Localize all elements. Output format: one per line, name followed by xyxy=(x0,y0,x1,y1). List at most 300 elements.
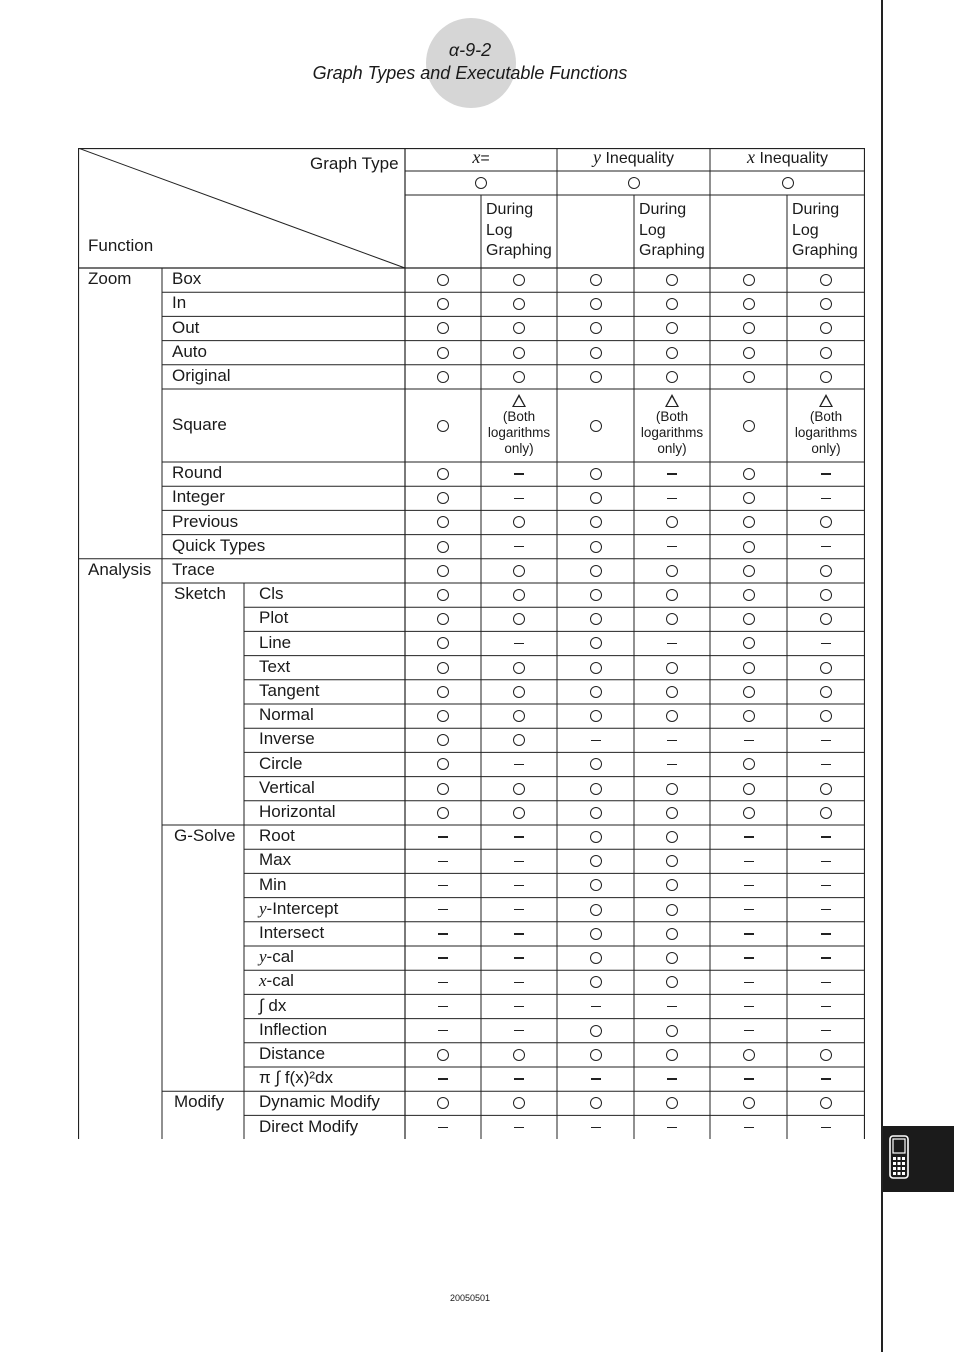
table-cell xyxy=(787,1091,865,1115)
unavailable-mark xyxy=(591,740,601,741)
function-name: Root xyxy=(259,826,295,846)
table-cell xyxy=(557,559,634,583)
label-text: -cal xyxy=(266,971,294,991)
unavailable-mark xyxy=(591,1006,601,1007)
table-cell xyxy=(787,462,865,486)
available-mark xyxy=(820,347,832,359)
available-mark xyxy=(513,1097,525,1109)
available-mark xyxy=(820,613,832,625)
variable-symbol: y xyxy=(259,947,267,967)
subheader-line: During xyxy=(639,201,687,218)
available-mark xyxy=(437,541,449,553)
unavailable-mark xyxy=(438,836,448,837)
subheader-line: Graphing xyxy=(486,242,552,259)
table-cell xyxy=(634,462,710,486)
available-mark xyxy=(513,613,525,625)
table-cell xyxy=(634,801,710,825)
table-cell xyxy=(557,341,634,365)
available-mark xyxy=(743,783,755,795)
table-cell xyxy=(481,341,557,365)
function-name xyxy=(259,971,294,991)
table-cell xyxy=(787,535,865,559)
available-mark xyxy=(666,298,678,310)
available-mark xyxy=(743,298,755,310)
label-text: -Intercept xyxy=(266,898,339,918)
graph-type-header xyxy=(710,147,865,169)
available-mark xyxy=(513,734,525,746)
available-mark xyxy=(590,1049,602,1061)
available-mark xyxy=(437,662,449,674)
available-mark xyxy=(590,589,602,601)
table-cell xyxy=(710,922,787,946)
unavailable-mark xyxy=(514,546,524,547)
table-cell xyxy=(787,1043,865,1067)
table-cell xyxy=(405,631,481,655)
unavailable-mark xyxy=(667,498,677,499)
unavailable-mark xyxy=(821,764,831,765)
table-cell xyxy=(787,849,865,873)
unavailable-mark xyxy=(821,1078,831,1079)
table-cell xyxy=(710,704,787,728)
table-cell xyxy=(481,898,557,922)
available-mark xyxy=(666,1049,678,1061)
graph-type-label-text: = xyxy=(480,150,490,167)
function-name: Vertical xyxy=(259,777,315,797)
available-mark xyxy=(743,565,755,577)
available-mark xyxy=(743,516,755,528)
table-cell xyxy=(787,801,865,825)
function-name: Intersect xyxy=(259,922,325,942)
table-cell xyxy=(405,268,481,292)
table-cell xyxy=(481,1115,557,1139)
limited-note-line: (Both xyxy=(809,409,843,424)
available-mark xyxy=(590,637,602,649)
unavailable-mark xyxy=(744,1127,754,1128)
table-cell xyxy=(405,849,481,873)
table-cell xyxy=(557,849,634,873)
available-mark xyxy=(666,371,678,383)
table-cell xyxy=(481,970,557,994)
function-subgroup-label: Modify xyxy=(174,1092,225,1112)
unavailable-mark xyxy=(438,982,448,983)
table-cell xyxy=(787,1067,865,1091)
function-name: Round xyxy=(172,463,223,483)
table-cell xyxy=(634,607,710,631)
available-mark xyxy=(437,758,449,770)
table-cell xyxy=(557,946,634,970)
unavailable-mark xyxy=(821,498,831,499)
unavailable-mark xyxy=(821,836,831,837)
available-mark xyxy=(666,904,678,916)
table-cell xyxy=(481,607,557,631)
available-mark xyxy=(743,420,755,432)
table-cell xyxy=(787,873,865,897)
table-cell xyxy=(787,970,865,994)
table-cell xyxy=(710,1115,787,1139)
available-mark xyxy=(666,1025,678,1037)
unavailable-mark xyxy=(821,1006,831,1007)
subheader-line: Log xyxy=(486,221,513,239)
table-cell xyxy=(710,462,787,486)
table-cell xyxy=(634,268,710,292)
available-mark xyxy=(666,831,678,843)
table-cell xyxy=(481,1019,557,1043)
table-cell xyxy=(787,1019,865,1043)
table-cell xyxy=(481,316,557,340)
available-mark xyxy=(437,347,449,359)
table-cell xyxy=(710,510,787,534)
available-mark xyxy=(590,298,602,310)
available-mark xyxy=(666,662,678,674)
table-cell xyxy=(634,704,710,728)
unavailable-mark xyxy=(821,933,831,934)
table-cell xyxy=(634,1043,710,1067)
available-mark xyxy=(513,662,525,674)
table-cell xyxy=(405,486,481,510)
available-mark xyxy=(590,686,602,698)
table-cell xyxy=(710,389,787,462)
available-mark xyxy=(590,613,602,625)
table-cell xyxy=(481,777,557,801)
function-name: Out xyxy=(172,317,200,337)
table-cell xyxy=(634,728,710,752)
limited-mark xyxy=(641,394,703,457)
unavailable-mark xyxy=(744,909,754,910)
graph-type-variable: y xyxy=(593,147,602,167)
table-cell xyxy=(710,583,787,607)
unavailable-mark xyxy=(438,957,448,958)
function-label: Function xyxy=(88,236,154,255)
table-cell xyxy=(787,994,865,1018)
available-mark xyxy=(666,589,678,601)
table-cell xyxy=(405,825,481,849)
unavailable-mark xyxy=(821,1030,831,1031)
table-cell xyxy=(710,777,787,801)
unavailable-mark xyxy=(744,957,754,958)
unavailable-mark xyxy=(514,885,524,886)
available-mark xyxy=(437,1097,449,1109)
unavailable-mark xyxy=(438,1127,448,1128)
unavailable-mark xyxy=(667,473,677,474)
table-cell xyxy=(557,510,634,534)
table-cell xyxy=(634,970,710,994)
table-cell xyxy=(787,341,865,365)
available-mark xyxy=(513,686,525,698)
available-mark xyxy=(628,177,640,189)
table-cell xyxy=(557,389,634,462)
table-cell xyxy=(710,656,787,680)
unavailable-mark xyxy=(591,1078,601,1079)
subheader-line: Log xyxy=(792,221,819,239)
available-mark xyxy=(437,613,449,625)
log-graphing-subheader xyxy=(639,200,705,262)
table-cell xyxy=(557,535,634,559)
table-cell xyxy=(481,873,557,897)
subheader-line: Graphing xyxy=(792,242,858,259)
available-mark xyxy=(590,541,602,553)
available-mark xyxy=(743,322,755,334)
available-mark xyxy=(590,783,602,795)
table-cell xyxy=(710,825,787,849)
available-mark xyxy=(590,274,602,286)
available-mark xyxy=(743,710,755,722)
unavailable-mark xyxy=(821,885,831,886)
available-mark xyxy=(437,420,449,432)
available-mark xyxy=(437,516,449,528)
function-name: Plot xyxy=(259,608,289,628)
function-name: Normal xyxy=(259,705,314,725)
available-mark xyxy=(437,322,449,334)
available-mark xyxy=(820,298,832,310)
graph-type-label: Graph Type xyxy=(310,154,399,173)
graph-type-available xyxy=(710,171,865,195)
available-mark xyxy=(437,565,449,577)
unavailable-mark xyxy=(438,861,448,862)
table-cell xyxy=(634,316,710,340)
table-cell xyxy=(405,292,481,316)
unavailable-mark xyxy=(514,836,524,837)
table-cell xyxy=(710,970,787,994)
graph-type-available xyxy=(557,171,710,195)
table-cell xyxy=(405,752,481,776)
function-name: Inflection xyxy=(259,1019,328,1039)
function-name: Circle xyxy=(259,753,303,773)
unavailable-mark xyxy=(514,982,524,983)
table-cell xyxy=(787,292,865,316)
table-cell xyxy=(557,801,634,825)
unavailable-mark xyxy=(514,1006,524,1007)
table-cell xyxy=(405,462,481,486)
table-cell xyxy=(634,486,710,510)
table-cell xyxy=(405,922,481,946)
available-mark xyxy=(437,710,449,722)
table-cell xyxy=(634,777,710,801)
triangle-icon xyxy=(819,394,833,407)
unavailable-mark xyxy=(744,1078,754,1079)
table-cell xyxy=(634,559,710,583)
table-cell xyxy=(710,268,787,292)
graph-type-variable: x xyxy=(472,147,481,167)
unavailable-mark xyxy=(821,473,831,474)
table-cell xyxy=(405,946,481,970)
table-cell xyxy=(710,1019,787,1043)
table-cell xyxy=(405,341,481,365)
unavailable-mark xyxy=(438,909,448,910)
available-mark xyxy=(666,347,678,359)
limited-note-line: logarithms xyxy=(640,425,704,440)
available-mark xyxy=(666,322,678,334)
unavailable-mark xyxy=(514,861,524,862)
available-mark xyxy=(590,1097,602,1109)
table-cell xyxy=(481,462,557,486)
unavailable-mark xyxy=(667,740,677,741)
available-mark xyxy=(743,371,755,383)
available-mark xyxy=(666,928,678,940)
table-cell xyxy=(481,365,557,389)
table-cell xyxy=(710,292,787,316)
function-group-label: Analysis xyxy=(88,559,152,579)
table-cell xyxy=(787,389,865,462)
log-graphing-subheader xyxy=(486,200,552,262)
unavailable-mark xyxy=(514,473,524,474)
available-mark xyxy=(743,492,755,504)
table-cell xyxy=(481,268,557,292)
limited-mark xyxy=(795,394,857,457)
table-cell xyxy=(710,898,787,922)
table-cell xyxy=(634,510,710,534)
table-cell xyxy=(710,1043,787,1067)
table-cell xyxy=(710,607,787,631)
table-cell xyxy=(634,341,710,365)
table-cell xyxy=(481,656,557,680)
available-mark xyxy=(437,298,449,310)
table-cell xyxy=(405,801,481,825)
table-cell xyxy=(557,777,634,801)
table-cell xyxy=(481,631,557,655)
table-cell xyxy=(634,680,710,704)
available-mark xyxy=(820,710,832,722)
available-mark xyxy=(437,637,449,649)
table-cell xyxy=(710,341,787,365)
table-cell xyxy=(481,292,557,316)
table-cell xyxy=(405,656,481,680)
label-text: -cal xyxy=(266,947,294,967)
table-cell xyxy=(481,922,557,946)
table-cell xyxy=(634,922,710,946)
table-cell xyxy=(557,1115,634,1139)
available-mark xyxy=(666,807,678,819)
available-mark xyxy=(590,904,602,916)
available-mark xyxy=(590,855,602,867)
limited-mark xyxy=(488,394,550,457)
available-mark xyxy=(437,492,449,504)
table-cell xyxy=(405,1115,481,1139)
table-cell xyxy=(405,970,481,994)
subheader-line: Log xyxy=(639,221,666,239)
table-cell xyxy=(634,389,710,462)
available-mark xyxy=(437,686,449,698)
available-mark xyxy=(820,565,832,577)
table-cell xyxy=(710,801,787,825)
table-cell xyxy=(710,1067,787,1091)
function-name: Max xyxy=(259,850,292,870)
available-mark xyxy=(666,879,678,891)
available-mark xyxy=(475,177,487,189)
unavailable-mark xyxy=(514,1078,524,1079)
variable-symbol: y xyxy=(259,898,267,918)
table-cell xyxy=(634,292,710,316)
unavailable-mark xyxy=(514,957,524,958)
table-cell xyxy=(787,365,865,389)
available-mark xyxy=(820,274,832,286)
table-cell xyxy=(557,1091,634,1115)
unavailable-mark xyxy=(744,885,754,886)
table-cell xyxy=(405,316,481,340)
function-name: Horizontal xyxy=(259,801,336,821)
available-mark xyxy=(513,371,525,383)
available-mark xyxy=(743,274,755,286)
table-cell xyxy=(787,1115,865,1139)
log-graphing-subheader xyxy=(792,200,858,262)
available-mark xyxy=(513,1049,525,1061)
limited-note-line: only) xyxy=(811,441,841,456)
table-cell xyxy=(405,1067,481,1091)
unavailable-mark xyxy=(744,1006,754,1007)
unavailable-mark xyxy=(514,643,524,644)
function-name: Auto xyxy=(172,341,207,361)
table-cell xyxy=(481,1091,557,1115)
table-cell xyxy=(634,1091,710,1115)
table-cell xyxy=(787,825,865,849)
unavailable-mark xyxy=(514,498,524,499)
available-mark xyxy=(743,1097,755,1109)
available-mark xyxy=(437,783,449,795)
available-mark xyxy=(820,322,832,334)
available-mark xyxy=(782,177,794,189)
table-cell xyxy=(405,510,481,534)
limited-note-line: only) xyxy=(657,441,687,456)
available-mark xyxy=(743,807,755,819)
available-mark xyxy=(666,565,678,577)
table-cell xyxy=(481,728,557,752)
table-cell xyxy=(481,946,557,970)
available-mark xyxy=(743,541,755,553)
table-cell xyxy=(405,583,481,607)
table-cell xyxy=(557,607,634,631)
unavailable-mark xyxy=(821,957,831,958)
available-mark xyxy=(666,516,678,528)
available-mark xyxy=(743,468,755,480)
unavailable-mark xyxy=(744,1030,754,1031)
unavailable-mark xyxy=(744,933,754,934)
table-cell xyxy=(634,1067,710,1091)
table-cell xyxy=(634,825,710,849)
available-mark xyxy=(513,710,525,722)
subheader-line: During xyxy=(486,201,534,218)
available-mark xyxy=(590,1025,602,1037)
function-name: Text xyxy=(259,656,291,676)
function-name xyxy=(259,947,294,967)
table-cell xyxy=(405,559,481,583)
available-mark xyxy=(437,468,449,480)
table-cell xyxy=(710,873,787,897)
available-mark xyxy=(590,347,602,359)
table-cell xyxy=(557,994,634,1018)
functions-table xyxy=(78,148,865,1139)
table-cell xyxy=(634,1115,710,1139)
available-mark xyxy=(590,468,602,480)
table-cell xyxy=(481,535,557,559)
unavailable-mark xyxy=(821,740,831,741)
table-cell xyxy=(557,1019,634,1043)
table-cell xyxy=(557,825,634,849)
unavailable-mark xyxy=(514,764,524,765)
unavailable-mark xyxy=(667,546,677,547)
table-cell xyxy=(481,559,557,583)
available-mark xyxy=(590,831,602,843)
available-mark xyxy=(820,686,832,698)
available-mark xyxy=(437,1049,449,1061)
table-cell xyxy=(787,631,865,655)
graph-type-header xyxy=(557,147,710,169)
table-cell xyxy=(787,486,865,510)
page-number: α-9-2 xyxy=(448,40,492,60)
table-cell xyxy=(481,752,557,776)
available-mark xyxy=(820,662,832,674)
available-mark xyxy=(666,1097,678,1109)
unavailable-mark xyxy=(514,933,524,934)
table-cell xyxy=(557,486,634,510)
